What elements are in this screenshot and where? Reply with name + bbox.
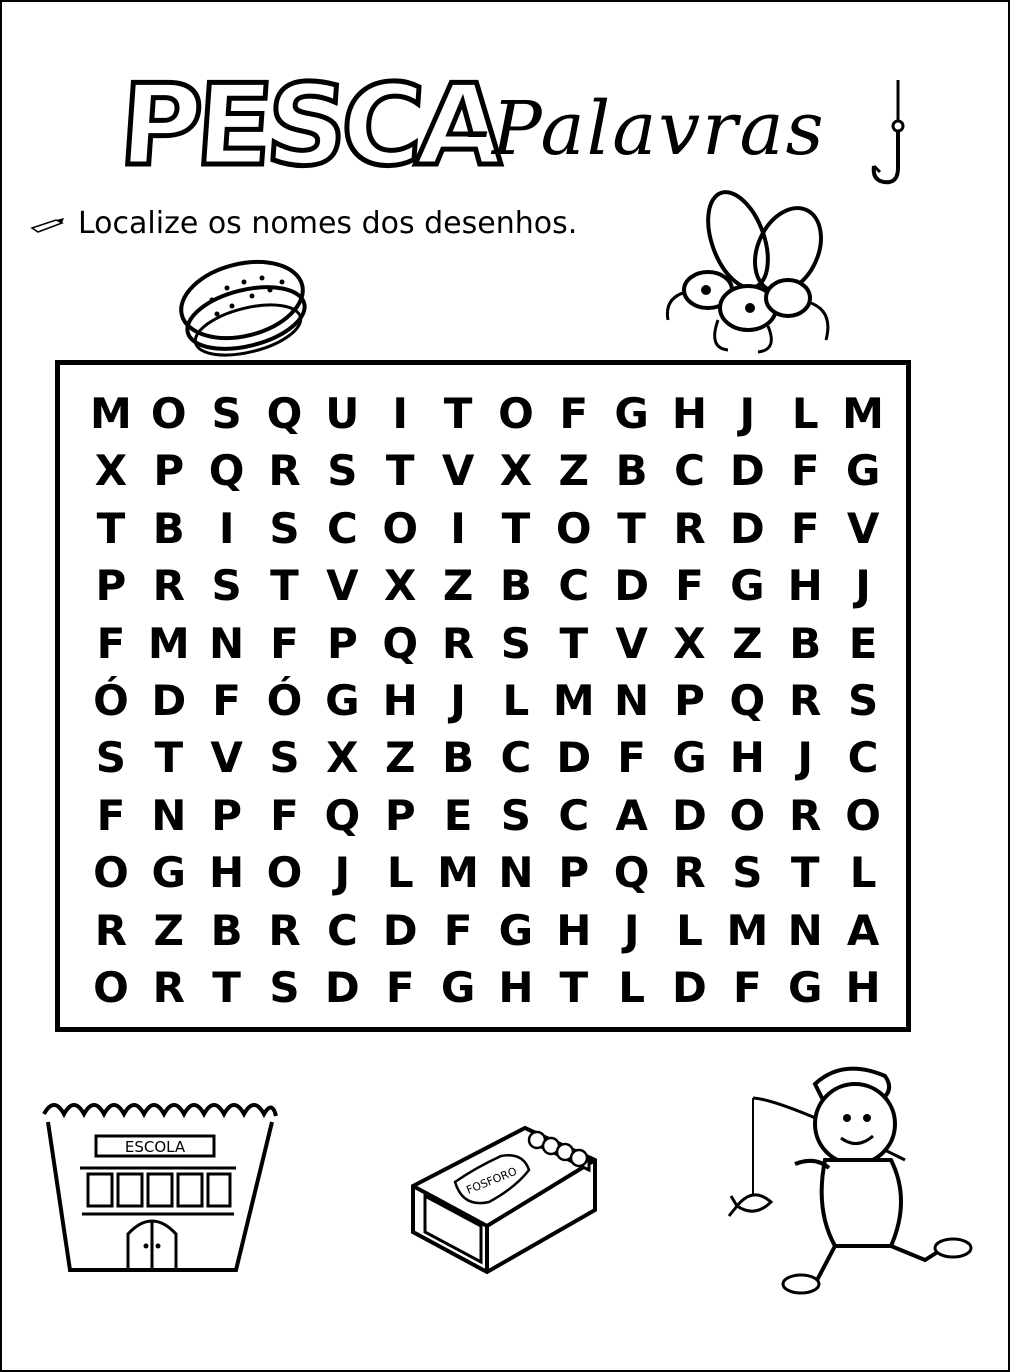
grid-letter: Q (382, 618, 419, 668)
grid-letter: R (673, 848, 706, 898)
grid-letter: F (443, 905, 473, 955)
word-search-grid (55, 360, 911, 1032)
grid-letter: O (266, 848, 303, 898)
grid-letter: S (847, 675, 879, 725)
grid-letter: F (790, 503, 820, 553)
grid-letter: O (555, 503, 592, 553)
grid-letter: T (270, 561, 299, 611)
grid-letter: U (325, 388, 360, 438)
grid-letter: X (326, 733, 359, 783)
grid-letter: M (726, 905, 769, 955)
grid-letter: P (153, 446, 185, 496)
grid-letter: O (93, 848, 129, 898)
grid-letter: A (615, 790, 648, 840)
grid-letter: N (787, 905, 823, 955)
grid-letter: X (94, 446, 128, 496)
grid-letter: P (558, 848, 590, 898)
grid-letter: D (556, 733, 592, 783)
grid-letter: J (623, 905, 640, 955)
grid-letter: D (729, 503, 765, 553)
mosquito-icon (658, 180, 848, 360)
grid-letter: D (382, 905, 418, 955)
grid-letter: J (739, 388, 756, 438)
fisherman-icon (715, 1060, 985, 1300)
grid-letter: H (209, 848, 245, 898)
biscuit-icon (172, 248, 312, 360)
grid-letter: P (211, 790, 243, 840)
grid-letter: M (437, 848, 479, 898)
grid-letter: I (218, 503, 235, 553)
grid-letter: X (499, 446, 533, 496)
grid-letter: L (386, 848, 414, 898)
grid-letter: V (846, 503, 880, 553)
grid-letter: H (498, 963, 534, 1013)
grid-letter: B (789, 618, 822, 668)
grid-letter: R (789, 675, 822, 725)
grid-letter: N (614, 675, 650, 725)
grid-letter: O (150, 388, 187, 438)
grid-letter: B (499, 561, 532, 611)
grid-letter: B (442, 733, 475, 783)
grid-letter: V (326, 561, 359, 611)
grid-letter: F (790, 446, 820, 496)
grid-letter: Q (729, 675, 766, 725)
grid-letter: O (93, 963, 129, 1013)
grid-letter: F (96, 618, 126, 668)
grid-letter: Q (613, 848, 650, 898)
grid-letter: F (270, 790, 299, 840)
grid-letter: P (384, 790, 416, 840)
grid-letter: S (732, 848, 763, 898)
grid-letter: R (673, 503, 706, 553)
grid-letter: C (500, 733, 532, 783)
grid-letter: O (845, 790, 881, 840)
school-icon (40, 1092, 280, 1278)
matchbox-label: FOSFORO (464, 1164, 519, 1197)
pencil-icon (30, 214, 66, 234)
grid-letter: T (385, 446, 415, 496)
grid-letter: E (848, 618, 878, 668)
grid-letter: G (787, 963, 823, 1013)
grid-letter: G (325, 675, 360, 725)
grid-letter: L (502, 675, 530, 725)
grid-letter: T (443, 388, 473, 438)
grid-letter: C (674, 446, 705, 496)
grid-letter: H (671, 388, 708, 438)
grid-letter: D (324, 963, 360, 1013)
grid-letter: X (384, 561, 417, 611)
grid-letter: Q (208, 446, 245, 496)
title-pesca: PESCA (115, 61, 503, 191)
grid-letter: G (440, 963, 476, 1013)
grid-letter: T (790, 848, 820, 898)
grid-letter: Z (442, 561, 474, 611)
grid-letter: F (617, 733, 646, 783)
grid-letter: F (733, 963, 762, 1013)
grid-letter: S (95, 733, 127, 783)
grid-letter: D (672, 963, 707, 1013)
grid-letter: V (615, 618, 648, 668)
grid-letter: G (498, 905, 534, 955)
grid-letter: S (500, 618, 532, 668)
grid-letter: F (270, 618, 299, 668)
grid-letter: G (730, 561, 765, 611)
grid-letter: T (559, 618, 589, 668)
grid-letter: T (559, 963, 589, 1013)
grid-letter: S (211, 388, 242, 438)
grid-letter: Z (384, 733, 416, 783)
grid-letter: H (787, 561, 823, 611)
grid-letter: F (559, 388, 589, 438)
grid-letter: V (441, 446, 475, 496)
grid-letter: D (151, 675, 187, 725)
grid-letter: J (855, 561, 871, 611)
grid-letter: H (729, 733, 765, 783)
grid-letter: A (846, 905, 880, 955)
grid-letter: T (501, 503, 531, 553)
grid-letter: B (152, 503, 185, 553)
grid-letter: F (675, 561, 704, 611)
grid-letter: R (152, 561, 185, 611)
grid-letter: S (269, 503, 300, 553)
grid-letter: Q (266, 388, 303, 438)
grid-letter: D (729, 446, 765, 496)
grid-letter: I (392, 388, 409, 438)
grid-letter: S (269, 733, 300, 783)
grid-letter: M (552, 675, 595, 725)
grid-letter: C (847, 733, 879, 783)
grid-letter: N (209, 618, 245, 668)
grid-letter: R (152, 963, 185, 1013)
grid-letter: R (268, 905, 301, 955)
grid-letter: C (558, 790, 590, 840)
grid-letter: S (211, 561, 242, 611)
instruction-text: Localize os nomes dos desenhos. (78, 206, 578, 241)
grid-letter: M (90, 388, 132, 438)
grid-letter: E (443, 790, 473, 840)
grid-letter: R (789, 790, 822, 840)
grid-letter: O (382, 503, 419, 553)
grid-letter: L (618, 963, 646, 1013)
grid-letter: Q (324, 790, 361, 840)
title-palavras: -Palavras (465, 86, 826, 172)
grid-letter: C (558, 561, 590, 611)
grid-letter: F (212, 675, 241, 725)
grid-letter: J (797, 733, 814, 783)
grid-letter: S (269, 963, 300, 1013)
grid-letter: S (500, 790, 532, 840)
grid-letter: Z (153, 905, 184, 955)
grid-cells (60, 365, 906, 1027)
school-sign: ESCOLA (124, 1138, 186, 1156)
grid-letter: H (845, 963, 881, 1013)
grid-letter: V (210, 733, 243, 783)
grid-letter: B (615, 446, 648, 496)
grid-letter: J (334, 848, 351, 898)
grid-letter: N (498, 848, 534, 898)
grid-letter: Ó (266, 675, 303, 725)
grid-letter: D (614, 561, 650, 611)
grid-letter: O (729, 790, 766, 840)
grid-letter: G (614, 388, 649, 438)
grid-letter: T (154, 733, 184, 783)
grid-letter: M (842, 388, 884, 438)
grid-letter: M (147, 618, 190, 668)
grid-letter: R (441, 618, 475, 668)
grid-letter: P (674, 675, 705, 725)
grid-letter: Ó (93, 675, 129, 725)
instruction (30, 204, 577, 244)
grid-letter: N (151, 790, 187, 840)
grid-letter: T (96, 503, 126, 553)
grid-letter: C (326, 503, 358, 553)
grid-letter: C (326, 905, 358, 955)
grid-letter: Z (732, 618, 763, 668)
grid-letter: H (382, 675, 418, 725)
fishing-hook-icon (870, 80, 920, 190)
grid-letter: T (212, 963, 241, 1013)
grid-letter: G (845, 446, 881, 496)
grid-letter: X (673, 618, 706, 668)
grid-letter: L (849, 848, 877, 898)
grid-letter: R (268, 446, 301, 496)
grid-letter: R (94, 905, 128, 955)
grid-letter: H (556, 905, 592, 955)
grid-letter: B (210, 905, 243, 955)
grid-letter: O (498, 388, 534, 438)
grid-letter: T (617, 503, 646, 553)
grid-letter: P (326, 618, 358, 668)
grid-letter: L (676, 905, 703, 955)
grid-letter: D (672, 790, 707, 840)
grid-letter: G (151, 848, 187, 898)
grid-letter: L (791, 388, 819, 438)
grid-letter: G (672, 733, 707, 783)
grid-letter: F (385, 963, 415, 1013)
grid-letter: S (327, 446, 358, 496)
matchbox-icon (405, 1110, 605, 1280)
grid-letter: I (450, 503, 466, 553)
grid-letter: Z (558, 446, 589, 496)
grid-letter: F (96, 790, 126, 840)
grid-letter: P (95, 561, 127, 611)
grid-letter: J (450, 675, 466, 725)
